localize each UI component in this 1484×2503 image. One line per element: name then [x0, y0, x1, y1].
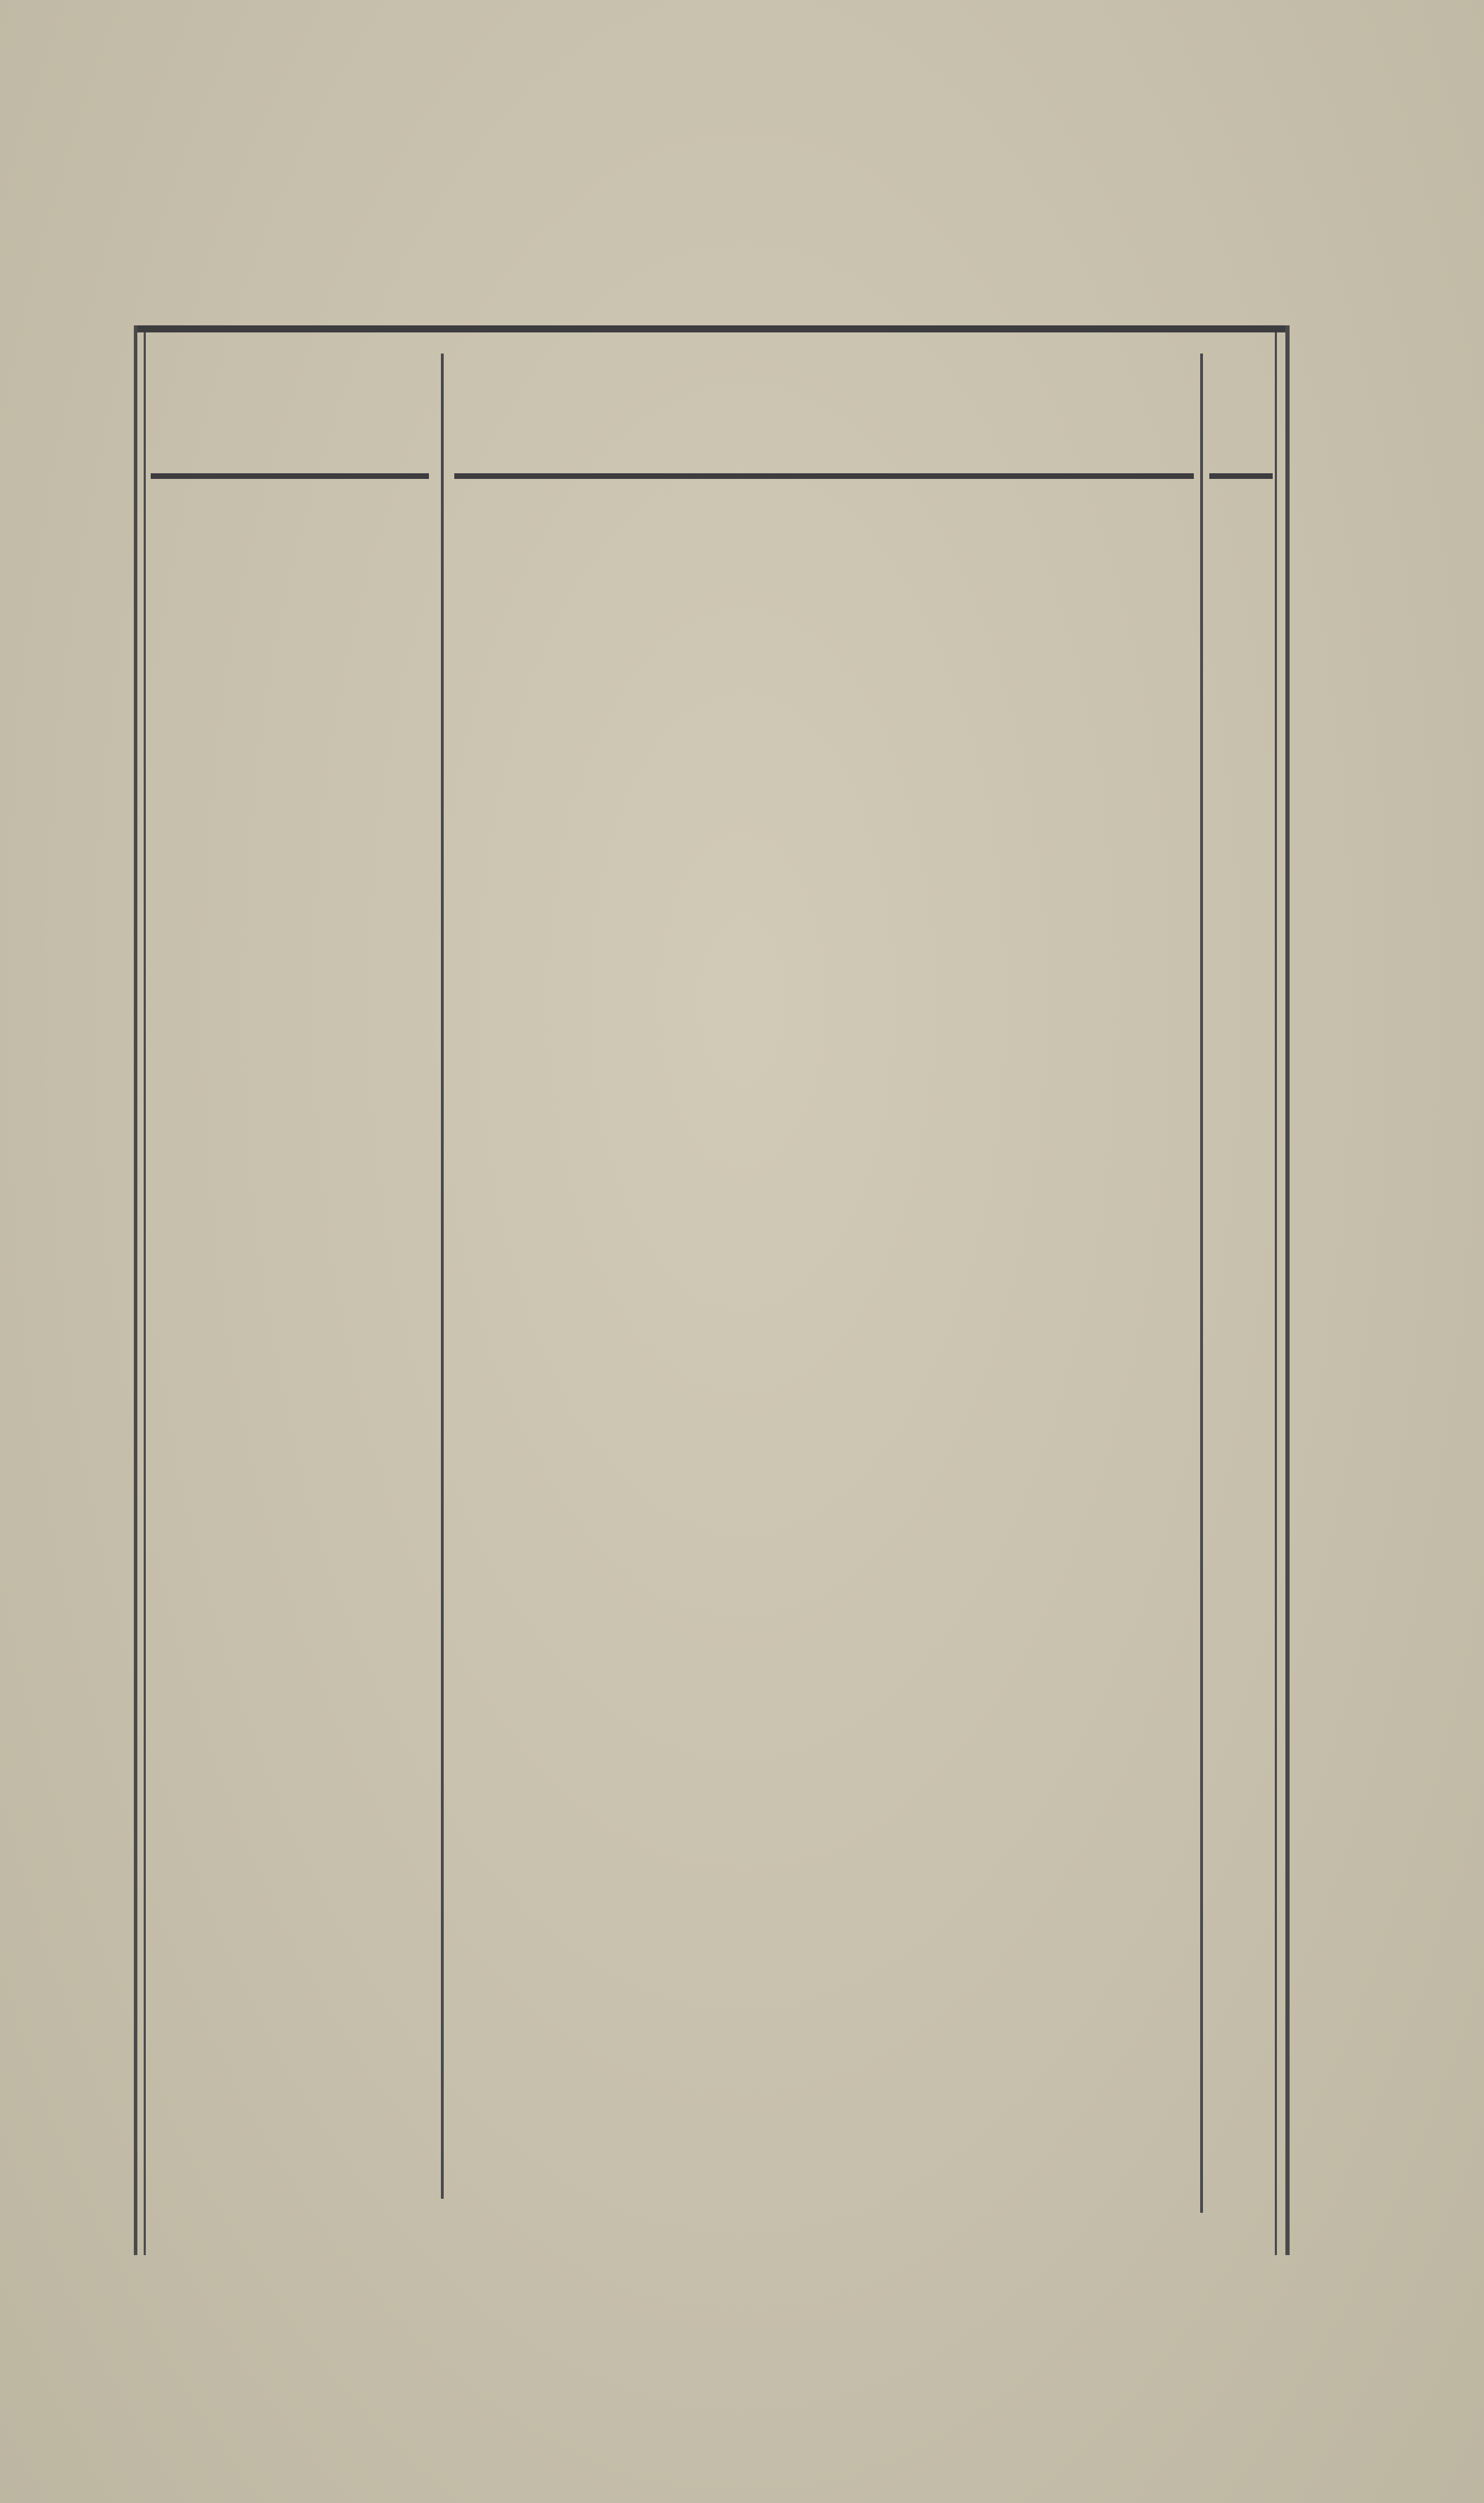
table-top-rule	[134, 325, 1289, 332]
header-rule-dates	[151, 473, 429, 479]
column-header-pages	[1210, 368, 1272, 473]
column-divider-dates	[441, 354, 444, 2199]
column-divider-analyse	[1200, 354, 1203, 2213]
table-border-left-inner	[144, 332, 146, 2255]
table-border-right	[1285, 325, 1290, 2255]
table-border-left	[134, 325, 137, 2255]
header-rule-analyse	[454, 473, 1194, 479]
index-table	[134, 325, 1289, 2255]
table-border-right-inner	[1275, 332, 1277, 2255]
header-rule-pages	[1209, 473, 1273, 479]
